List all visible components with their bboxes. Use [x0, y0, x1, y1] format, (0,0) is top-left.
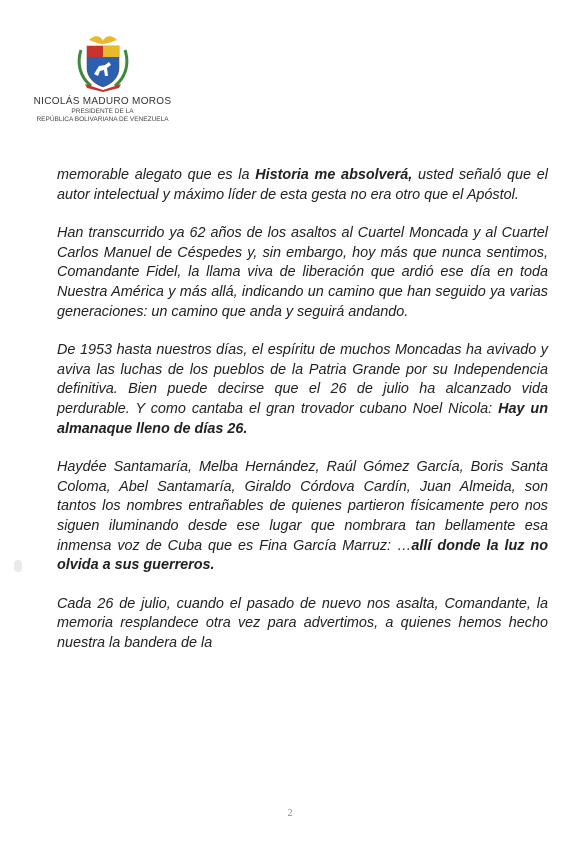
- paragraph-4: [57, 458, 548, 576]
- paragraph-5: Cada 26 de julio, cuando el pasado de nuevo nos asalta, Comandante, la memoria resplandece otra vez para advertimos, a quienes hemos hecho nuestra la bandera de la: [57, 595, 548, 651]
- paragraph-3: [57, 341, 548, 439]
- paragraph-4-text: Haydée Santamaría, Melba Hernández, Raúl Gómez García, Boris Santa Coloma, Abel Santamaría, Giraldo Córdova Cardín, Juan Almeida, son tantos los nombres entrañables de quienes partieron físicamente pero nos siguen iluminando desde ese lugar que nombrara tan bellamente esa inmensa voz de Cuba que es Fina García Marruz: …: [57, 459, 548, 554]
- paragraph-3-bold: Hay un almanaque lleno de días 26.: [57, 400, 548, 437]
- paragraph-1-text-a: memorable alegato que es la: [57, 167, 256, 183]
- president-title-line2: REPÚBLICA BOLIVARIANA DE VENEZUELA: [36, 116, 169, 123]
- paragraph-4-bold: allí donde la luz no olvida a sus guerreros.: [57, 537, 548, 574]
- scan-smudge: [14, 560, 22, 572]
- paragraph-1-bold: Historia me absolverá,: [255, 167, 413, 183]
- letter-body: [57, 166, 548, 672]
- president-title-line1: PRESIDENTE DE LA: [71, 108, 134, 115]
- venezuela-coat-of-arms-icon: [75, 32, 131, 92]
- page-number: 2: [287, 808, 293, 819]
- paragraph-3-text: De 1953 hasta nuestros días, el espíritu de muchos Moncadas ha avivado y aviva las luchas de los pueblos de la Patria Grande por su Independencia definitiva. Bien puede decirse que el 26 de julio ha alcanzado vida perdurable. Y como cantaba el gran trovador cubano Noel Nicola:: [57, 342, 548, 417]
- paragraph-1: [57, 166, 548, 205]
- paragraph-1-text-c: usted señaló que el autor intelectual y máximo líder de esta gesta no era otro que el Apóstol.: [57, 167, 548, 203]
- president-name: NICOLÁS MADURO MOROS: [33, 96, 172, 107]
- letterhead: [10, 32, 195, 124]
- paragraph-2: Han transcurrido ya 62 años de los asaltos al Cuartel Moncada y al Cuartel Carlos Manuel de Céspedes y, sin embargo, hoy más que nunca sentimos, Comandante Fidel, la llama viva de liberación que ardió ese día en toda Nuestra América y más allá, indicando un camino que han seguido ya varias generaciones: un camino que anda y seguirá andando.: [57, 225, 548, 320]
